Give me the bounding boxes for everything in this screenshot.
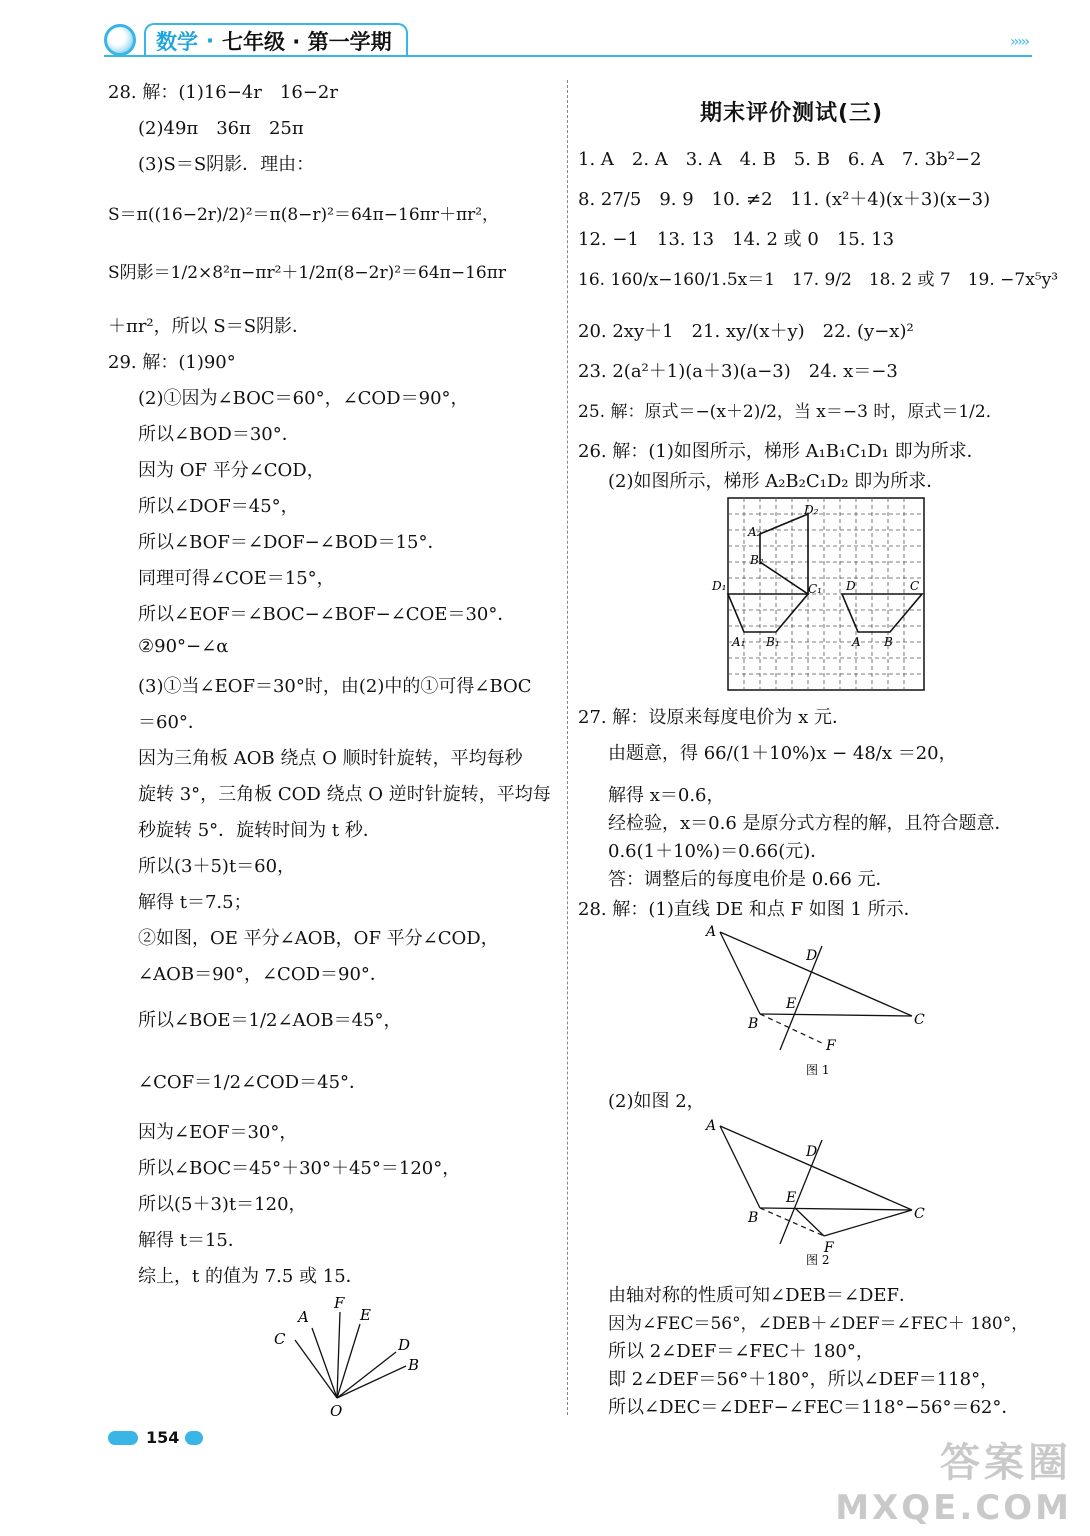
answer-28-line3: (3)S＝S阴影．理由： <box>138 154 315 175</box>
answer-28-line2: (2)49π 36π 25π <box>138 118 304 139</box>
answer-29-line24: 解得 t＝15． <box>138 1230 246 1251</box>
answer-29-line18: ∠AOB＝90°，∠COD＝90°． <box>138 964 388 985</box>
answer-29-line20: ∠COF＝1/2∠COD＝45°． <box>138 1072 368 1093</box>
answer-28-line4: 因为∠FEC＝56°，∠DEB＋∠DEF＝∠FEC＋ 180°， <box>608 1314 1029 1334</box>
fig1-label-f: F <box>826 1038 836 1054</box>
answer-27-line6: 答：调整后的每度电价是 0.66 元． <box>608 869 894 890</box>
ray-label-e: E <box>360 1306 371 1324</box>
grid-label-b2: B₂ <box>750 553 764 567</box>
fig2-caption: 图 2 <box>806 1253 830 1267</box>
grid-label-a1: A₁ <box>732 635 746 649</box>
grid-label-c1: C₁ <box>808 582 822 596</box>
fig1-label-e: E <box>786 996 797 1012</box>
answer-29-line14: 秒旋转 5°．旋转时间为 t 秒． <box>138 820 381 841</box>
fig2-label-f: F <box>824 1240 834 1256</box>
fig2-label-b: B <box>748 1210 759 1226</box>
watermark-line1: 答案圈 <box>940 1440 1072 1486</box>
answer-29-line22: 所以∠BOC＝45°＋30°＋45°＝120°， <box>138 1158 461 1179</box>
answer-29-line17: ②如图，OE 平分∠AOB，OF 平分∠COD， <box>138 928 499 949</box>
answer-27-line3: 解得 x＝0.6， <box>608 785 725 806</box>
grid-label-d: D <box>846 579 856 593</box>
fig1-label-d: D <box>806 948 818 964</box>
answer-27-line1: 27. 解：设原来每度电价为 x 元． <box>578 707 850 728</box>
fig2-label-c: C <box>914 1206 925 1222</box>
answer-28-line6: ＋πr²，所以 S＝S阴影． <box>108 316 311 337</box>
header-separator: · <box>206 29 214 53</box>
answer-26-line2: (2)如图所示，梯形 A₂B₂C₁D₂ 即为所求． <box>608 471 945 492</box>
answer-29-line8: 所以∠EOF＝∠BOC−∠BOF−∠COE＝30°． <box>138 604 516 625</box>
fig2-label-d: D <box>806 1144 818 1160</box>
page-number-badge <box>108 1428 203 1447</box>
answer-29-line1: 29. 解：(1)90° <box>108 352 236 373</box>
column-divider <box>567 80 568 1415</box>
ray-label-f: F <box>334 1294 345 1312</box>
grid-label-d2: D₂ <box>804 503 819 517</box>
answer-29-line21: 因为∠EOF＝30°， <box>138 1122 298 1143</box>
ray-label-o: O <box>330 1402 343 1420</box>
answer-28-line4: S＝π((16−2r)/2)²＝π(8−r)²＝64π−16πr＋πr²， <box>108 205 500 225</box>
answers-20-22: 20. 2xy＋1 21. xy/(x＋y) 22. (y−x)² <box>578 321 914 342</box>
answer-29-line5: 所以∠DOF＝45°， <box>138 496 299 517</box>
left-column <box>108 78 563 1418</box>
grid-label-d1: D₁ <box>712 579 727 593</box>
section-title: 期末评价测试(三) <box>700 101 884 126</box>
answer-28-line2: (2)如图 2， <box>608 1091 705 1112</box>
answer-28-line3: 由轴对称的性质可知∠DEB＝∠DEF． <box>608 1285 918 1306</box>
answers-23-24: 23. 2(a²＋1)(a＋3)(a−3) 24. x＝−3 <box>578 361 898 382</box>
ray-label-b: B <box>408 1356 420 1374</box>
angle-rays-figure <box>260 1290 430 1420</box>
ray-label-a: A <box>298 1308 309 1326</box>
grid-label-a: A <box>852 635 861 649</box>
answer-29-line23: 所以(5＋3)t＝120， <box>138 1194 307 1215</box>
answer-28-line5: S阴影＝1/2×8²π−πr²＋1/2π(8−2r)²＝64π−16πr <box>108 263 507 283</box>
answers-12-15: 12. −1 13. 13 14. 2 或 0 15. 13 <box>578 229 895 250</box>
answer-29-line2: (2)①因为∠BOC＝60°，∠COD＝90°， <box>138 388 469 409</box>
ray-label-c: C <box>274 1330 286 1348</box>
answer-29-line10: (3)①当∠EOF＝30°时，由(2)中的①可得∠BOC <box>138 676 532 697</box>
answer-28-line1: 28. 解：(1)直线 DE 和点 F 如图 1 所示． <box>578 899 922 920</box>
fig2-label-a: A <box>706 1118 717 1134</box>
answer-27-line2: 由题意，得 66/(1＋10%)x − 48/x ＝20， <box>608 743 957 764</box>
fig1-label-a: A <box>706 924 717 940</box>
fig1-label-c: C <box>914 1012 925 1028</box>
page-dot-icon <box>185 1431 203 1445</box>
fig1-label-b: B <box>748 1016 759 1032</box>
page-header <box>104 24 408 56</box>
grade-label: 七年级 · 第一学期 <box>221 30 392 54</box>
answer-25: 25. 解：原式＝−(x＋2)/2，当 x＝−3 时，原式＝1/2． <box>578 402 1003 422</box>
answer-28-line5: 所以 2∠DEF＝∠FEC＋ 180°， <box>608 1341 874 1362</box>
answers-16-19: 16. 160/x−160/1.5x＝1 17. 9/2 18. 2 或 7 19. −7x⁵y³ <box>578 270 1059 290</box>
answer-29-line13: 旋转 3°，三角板 COD 绕点 O 逆时针旋转，平均每 <box>138 784 551 805</box>
book-logo-icon <box>104 24 136 56</box>
answer-27-line4: 经检验，x＝0.6 是原分式方程的解，且符合题意． <box>608 813 1013 834</box>
watermark-line2: MXQE.COM <box>835 1488 1072 1528</box>
answer-29-line16: 解得 t＝7.5； <box>138 892 252 913</box>
answer-28-line1: 28. 解：(1)16−4r 16−2r <box>108 82 338 103</box>
grid-label-a2: A₂ <box>748 525 762 539</box>
grid-label-c: C <box>910 579 920 593</box>
answer-29-line12: 因为三角板 AOB 绕点 O 顺时针旋转，平均每秒 <box>138 748 523 769</box>
answer-29-line15: 所以(3＋5)t＝60， <box>138 856 296 877</box>
page-number: 154 <box>146 1428 180 1447</box>
answer-29-line9: ②90°−∠α <box>138 636 229 657</box>
answers-1-7: 1. A 2. A 3. A 4. B 5. B 6. A 7. 3b²−2 <box>578 149 982 170</box>
answer-29-line6: 所以∠BOF＝∠DOF−∠BOD＝15°． <box>138 532 446 553</box>
answer-28-line7: 所以∠DEC＝∠DEF−∠FEC＝118°−56°＝62°． <box>608 1397 1020 1418</box>
answer-29-line25: 综上，t 的值为 7.5 或 15． <box>138 1266 364 1287</box>
ray-label-d: D <box>398 1336 411 1354</box>
grid-label-b1: B₁ <box>766 635 780 649</box>
subject-label: 数学 <box>156 30 198 54</box>
trapezoid-grid-figure <box>708 496 928 692</box>
fig2-label-e: E <box>786 1190 797 1206</box>
fig1-caption: 图 1 <box>806 1063 830 1077</box>
answer-26-line1: 26. 解：(1)如图所示，梯形 A₁B₁C₁D₁ 即为所求． <box>578 441 985 462</box>
answer-28-line6: 即 2∠DEF＝56°＋180°，所以∠DEF＝118°， <box>608 1369 999 1390</box>
chevron-right-icon: ››››› <box>1010 34 1028 50</box>
header-rule <box>104 55 1032 57</box>
answers-8-11: 8. 27/5 9. 9 10. ≠2 11. (x²＋4)(x＋3)(x−3) <box>578 189 991 210</box>
watermark <box>835 1431 1072 1528</box>
answer-27-line5: 0.6(1＋10%)＝0.66(元)． <box>608 841 829 862</box>
triangle-figure-2 <box>700 1114 940 1270</box>
grid-label-b: B <box>884 635 893 649</box>
answer-29-line3: 所以∠BOD＝30°． <box>138 424 300 445</box>
answer-29-line19: 所以∠BOE＝1/2∠AOB＝45°， <box>138 1010 402 1031</box>
triangle-figure-1 <box>700 920 940 1080</box>
answer-29-line7: 同理可得∠COE＝15°， <box>138 568 335 589</box>
answer-29-line4: 因为 OF 平分∠COD， <box>138 460 325 481</box>
header-tab <box>144 23 408 57</box>
page-dot-icon <box>108 1431 138 1445</box>
answer-29-line11: ＝60°． <box>138 712 206 733</box>
